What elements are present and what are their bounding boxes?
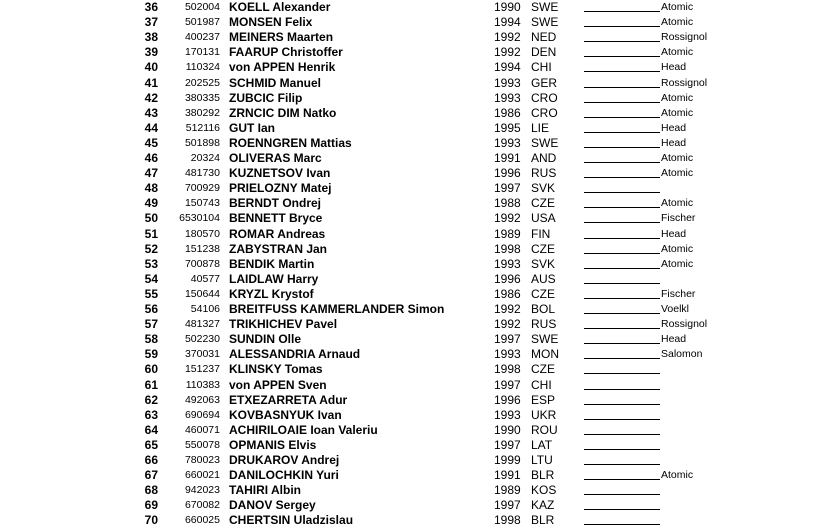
birth-year: 1990 xyxy=(494,422,521,437)
nation-code: RUS xyxy=(531,317,557,332)
birth-year: 1996 xyxy=(494,166,521,181)
nation-code: CHI xyxy=(531,377,552,392)
fis-code: 501987 xyxy=(184,16,220,29)
birth-year: 1994 xyxy=(494,60,521,75)
athlete-name: BENDIK Martin xyxy=(229,256,315,271)
fis-code: 54106 xyxy=(190,303,220,315)
bib-number: 51 xyxy=(144,226,158,241)
athlete-name: MEINERS Maarten xyxy=(229,30,334,45)
birth-year: 1997 xyxy=(494,332,521,347)
bib-number: 50 xyxy=(144,211,158,226)
fis-code: 660025 xyxy=(184,514,220,527)
ski-brand: Atomic xyxy=(661,46,694,59)
fis-code: 400237 xyxy=(184,31,220,44)
result-blank-line xyxy=(584,298,660,299)
birth-year: 1986 xyxy=(494,105,521,120)
athlete-name: ACHIRILOAIE Ioan Valeriu xyxy=(229,422,378,437)
result-blank-line xyxy=(584,328,660,329)
athlete-name: ALESSANDRIA Arnaud xyxy=(229,347,361,362)
fis-code: 202525 xyxy=(184,76,220,89)
fis-code: 942023 xyxy=(184,484,220,497)
result-blank-line xyxy=(584,268,660,269)
nation-code: CZE xyxy=(531,241,555,256)
table-row xyxy=(0,302,836,317)
result-blank-line xyxy=(584,102,660,103)
nation-code: ESP xyxy=(531,392,556,407)
birth-year: 1997 xyxy=(494,437,521,452)
nation-code: CHI xyxy=(531,60,552,75)
bib-number: 38 xyxy=(144,30,158,45)
ski-brand: Voelkl xyxy=(661,303,690,315)
nation-code: SWE xyxy=(531,0,559,14)
birth-year: 1990 xyxy=(494,0,521,14)
birth-year: 1988 xyxy=(494,196,521,211)
fis-code: 460071 xyxy=(184,423,220,436)
result-blank-line xyxy=(584,87,660,88)
birth-year: 1996 xyxy=(494,392,521,407)
ski-brand: Rossignol xyxy=(661,318,708,331)
fis-code: 20324 xyxy=(190,152,220,164)
table-row xyxy=(0,498,836,513)
birth-year: 1991 xyxy=(494,151,521,165)
result-blank-line xyxy=(584,283,660,284)
birth-year: 1999 xyxy=(494,453,521,467)
athlete-name: ETXEZARRETA Adur xyxy=(229,392,348,407)
nation-code: CZE xyxy=(531,362,555,377)
bib-number: 43 xyxy=(144,105,158,120)
result-blank-line xyxy=(584,404,660,405)
nation-code: BOL xyxy=(531,302,556,316)
athlete-name: KLINSKY Tomas xyxy=(229,362,323,377)
bib-number: 39 xyxy=(144,45,158,60)
bib-number: 70 xyxy=(144,513,158,528)
table-row xyxy=(0,227,836,242)
birth-year: 1997 xyxy=(494,181,521,196)
nation-code: NED xyxy=(531,30,557,45)
athlete-name: von APPEN Sven xyxy=(229,377,327,392)
table-row xyxy=(0,91,836,106)
bib-number: 49 xyxy=(144,196,158,211)
bib-number: 65 xyxy=(144,437,158,452)
result-blank-line xyxy=(584,419,660,420)
table-row xyxy=(0,45,836,60)
result-blank-line xyxy=(584,11,660,12)
birth-year: 1993 xyxy=(494,407,521,422)
result-blank-line xyxy=(584,117,660,118)
bib-number: 52 xyxy=(144,241,158,256)
table-row xyxy=(0,347,836,362)
birth-year: 1989 xyxy=(494,483,521,498)
table-row xyxy=(0,76,836,91)
result-blank-line xyxy=(584,373,660,374)
fis-code: 151238 xyxy=(184,242,220,255)
result-blank-line xyxy=(584,253,660,254)
fis-code: 150743 xyxy=(184,197,220,210)
result-blank-line xyxy=(584,449,660,450)
nation-code: CRO xyxy=(531,90,558,105)
table-row xyxy=(0,181,836,196)
bib-number: 57 xyxy=(144,317,158,332)
athlete-name: SUNDIN Olle xyxy=(229,332,302,347)
birth-year: 1992 xyxy=(494,45,521,60)
nation-code: ROU xyxy=(531,422,558,437)
fis-code: 180570 xyxy=(184,227,220,240)
bib-number: 58 xyxy=(144,332,158,347)
bib-number: 63 xyxy=(144,407,158,422)
bib-number: 48 xyxy=(144,181,158,196)
ski-brand: Salomon xyxy=(661,348,703,361)
fis-code: 370031 xyxy=(184,348,220,361)
table-row xyxy=(0,362,836,377)
athlete-name: ROMAR Andreas xyxy=(229,226,326,241)
athlete-name: BENNETT Bryce xyxy=(229,211,323,226)
table-row xyxy=(0,196,836,211)
fis-code: 700878 xyxy=(184,257,220,270)
result-blank-line xyxy=(584,238,660,239)
ski-brand: Atomic xyxy=(661,469,694,482)
nation-code: CZE xyxy=(531,286,555,301)
result-blank-line xyxy=(584,56,660,57)
table-row xyxy=(0,423,836,438)
bib-number: 64 xyxy=(144,422,158,437)
birth-year: 1989 xyxy=(494,226,521,241)
nation-code: SWE xyxy=(531,332,559,347)
nation-code: AND xyxy=(531,151,557,165)
athlete-name: DANOV Sergey xyxy=(229,498,316,513)
table-row xyxy=(0,453,836,468)
fis-code: 550078 xyxy=(184,438,220,451)
nation-code: MON xyxy=(531,347,559,362)
ski-brand: Atomic xyxy=(661,91,694,104)
nation-code: FIN xyxy=(531,226,551,241)
nation-code: LIE xyxy=(531,120,550,135)
birth-year: 1997 xyxy=(494,498,521,513)
nation-code: CRO xyxy=(531,105,558,120)
bib-number: 47 xyxy=(144,166,158,181)
birth-year: 1992 xyxy=(494,30,521,45)
result-blank-line xyxy=(584,162,660,163)
nation-code: CZE xyxy=(531,196,555,211)
nation-code: LAT xyxy=(531,437,553,452)
table-row xyxy=(0,378,836,393)
fis-code: 150644 xyxy=(184,287,220,300)
athlete-name: KUZNETSOV Ivan xyxy=(229,166,331,181)
nation-code: AUS xyxy=(531,271,556,286)
athlete-name: DANILOCHKIN Yuri xyxy=(229,468,339,483)
birth-year: 1998 xyxy=(494,513,521,528)
birth-year: 1998 xyxy=(494,362,521,377)
birth-year: 1998 xyxy=(494,241,521,256)
fis-code: 502230 xyxy=(184,333,220,346)
bib-number: 45 xyxy=(144,135,158,150)
athlete-name: OPMANIS Elvis xyxy=(229,437,317,452)
ski-brand: Atomic xyxy=(661,152,694,164)
fis-code: 380335 xyxy=(184,91,220,104)
result-blank-line xyxy=(584,192,660,193)
bib-number: 53 xyxy=(144,256,158,271)
result-blank-line xyxy=(584,222,660,223)
fis-code: 6530104 xyxy=(179,212,220,225)
fis-code: 380292 xyxy=(184,106,220,119)
ski-brand: Atomic xyxy=(661,106,694,119)
nation-code: SWE xyxy=(531,15,559,30)
fis-code: 660021 xyxy=(184,469,220,482)
result-blank-line xyxy=(584,132,660,133)
athlete-name: TAHIRI Albin xyxy=(229,483,301,498)
athlete-name: DRUKAROV Andrej xyxy=(229,453,340,467)
fis-code: 700929 xyxy=(184,182,220,195)
birth-year: 1993 xyxy=(494,90,521,105)
bib-number: 42 xyxy=(144,90,158,105)
fis-code: 502004 xyxy=(184,1,220,13)
bib-number: 36 xyxy=(144,0,158,14)
nation-code: SVK xyxy=(531,181,556,196)
table-row xyxy=(0,242,836,257)
fis-code: 151237 xyxy=(184,363,220,376)
ski-brand: Atomic xyxy=(661,197,694,210)
table-row xyxy=(0,287,836,302)
athlete-name: KOELL Alexander xyxy=(229,0,331,14)
athlete-name: ZUBCIC Filip xyxy=(229,90,303,105)
result-blank-line xyxy=(584,389,660,390)
bib-number: 56 xyxy=(144,302,158,316)
bib-number: 41 xyxy=(144,75,158,90)
table-row xyxy=(0,483,836,498)
athlete-name: BERNDT Ondrej xyxy=(229,196,322,211)
birth-year: 1997 xyxy=(494,377,521,392)
nation-code: USA xyxy=(531,211,556,226)
ski-brand: Fischer xyxy=(661,212,696,225)
result-blank-line xyxy=(584,509,660,510)
bib-number: 40 xyxy=(144,60,158,75)
nation-code: DEN xyxy=(531,45,557,60)
bib-number: 44 xyxy=(144,120,158,135)
table-row xyxy=(0,211,836,226)
nation-code: UKR xyxy=(531,407,557,422)
result-blank-line xyxy=(584,494,660,495)
bib-number: 60 xyxy=(144,362,158,377)
bib-number: 61 xyxy=(144,377,158,392)
table-row xyxy=(0,272,836,287)
table-row xyxy=(0,166,836,181)
athlete-name: BREITFUSS KAMMERLANDER Simon xyxy=(229,302,445,316)
nation-code: LTU xyxy=(531,453,553,467)
nation-code: GER xyxy=(531,75,558,90)
result-blank-line xyxy=(584,177,660,178)
table-row xyxy=(0,317,836,332)
athlete-name: KOVBASNYUK Ivan xyxy=(229,407,342,422)
fis-code: 492063 xyxy=(184,393,220,406)
birth-year: 1993 xyxy=(494,75,521,90)
ski-brand: Atomic xyxy=(661,242,694,255)
result-blank-line xyxy=(584,71,660,72)
result-blank-line xyxy=(584,434,660,435)
athlete-name: LAIDLAW Harry xyxy=(229,271,319,286)
birth-year: 1993 xyxy=(494,256,521,271)
table-row xyxy=(0,136,836,151)
result-blank-line xyxy=(584,313,660,314)
ski-brand: Atomic xyxy=(661,1,694,13)
table-row xyxy=(0,106,836,121)
result-blank-line xyxy=(584,464,660,465)
table-row xyxy=(0,151,836,166)
birth-year: 1992 xyxy=(494,302,521,316)
result-blank-line xyxy=(584,147,660,148)
athlete-name: FAARUP Christoffer xyxy=(229,45,343,60)
table-row xyxy=(0,332,836,347)
bib-number: 69 xyxy=(144,498,158,513)
fis-code: 501898 xyxy=(184,136,220,149)
bib-number: 68 xyxy=(144,483,158,498)
athlete-name: von APPEN Henrik xyxy=(229,60,336,75)
ski-brand: Atomic xyxy=(661,167,694,180)
athlete-name: CHERTSIN Uladzislau xyxy=(229,513,354,528)
table-row xyxy=(0,468,836,483)
table-row xyxy=(0,15,836,30)
birth-year: 1986 xyxy=(494,286,521,301)
bib-number: 67 xyxy=(144,468,158,483)
nation-code: SVK xyxy=(531,256,556,271)
nation-code: KAZ xyxy=(531,498,555,513)
birth-year: 1995 xyxy=(494,120,521,135)
fis-code: 690694 xyxy=(184,408,220,421)
ski-brand: Head xyxy=(661,121,687,134)
birth-year: 1992 xyxy=(494,211,521,226)
ski-brand: Head xyxy=(661,61,687,74)
table-row xyxy=(0,121,836,136)
bib-number: 62 xyxy=(144,392,158,407)
result-blank-line xyxy=(584,207,660,208)
ski-brand: Head xyxy=(661,227,687,240)
fis-code: 670082 xyxy=(184,499,220,512)
table-row xyxy=(0,0,836,15)
fis-code: 481327 xyxy=(184,318,220,331)
nation-code: RUS xyxy=(531,166,557,181)
birth-year: 1991 xyxy=(494,468,521,483)
result-blank-line xyxy=(584,26,660,27)
table-row xyxy=(0,60,836,75)
birth-year: 1996 xyxy=(494,271,521,286)
ski-brand: Head xyxy=(661,136,687,149)
bib-number: 59 xyxy=(144,347,158,362)
birth-year: 1992 xyxy=(494,317,521,332)
bib-number: 54 xyxy=(144,271,158,286)
athlete-name: GUT Ian xyxy=(229,120,276,135)
result-blank-line xyxy=(584,343,660,344)
athlete-name: SCHMID Manuel xyxy=(229,75,322,90)
ski-brand: Fischer xyxy=(661,287,696,300)
nation-code: BLR xyxy=(531,513,555,528)
fis-code: 110383 xyxy=(185,378,220,391)
fis-code: 512116 xyxy=(185,121,220,134)
fis-code: 481730 xyxy=(184,167,220,180)
nation-code: SWE xyxy=(531,135,559,150)
table-row xyxy=(0,30,836,45)
result-blank-line xyxy=(584,358,660,359)
athlete-name: OLIVERAS Marc xyxy=(229,151,322,165)
fis-code: 40577 xyxy=(190,272,220,285)
athlete-name: ROENNGREN Mattias xyxy=(229,135,352,150)
athlete-name: TRIKHICHEV Pavel xyxy=(229,317,338,332)
bib-number: 66 xyxy=(144,453,158,467)
table-row xyxy=(0,408,836,423)
result-blank-line xyxy=(584,41,660,42)
athlete-name: ZRNCIC DIM Natko xyxy=(229,105,337,120)
result-blank-line xyxy=(584,524,660,525)
table-row xyxy=(0,257,836,272)
nation-code: KOS xyxy=(531,483,557,498)
fis-code: 170131 xyxy=(184,46,220,59)
ski-brand: Atomic xyxy=(661,16,694,29)
table-row xyxy=(0,393,836,408)
nation-code: BLR xyxy=(531,468,555,483)
birth-year: 1994 xyxy=(494,15,521,30)
ski-brand: Atomic xyxy=(661,257,694,270)
table-row xyxy=(0,513,836,528)
athlete-name: MONSEN Felix xyxy=(229,15,313,30)
bib-number: 37 xyxy=(144,15,158,30)
bib-number: 46 xyxy=(144,151,158,165)
ski-brand: Rossignol xyxy=(661,31,708,44)
birth-year: 1993 xyxy=(494,347,521,362)
athlete-name: ZABYSTRAN Jan xyxy=(229,241,328,256)
athlete-name: KRYZL Krystof xyxy=(229,286,314,301)
bib-number: 55 xyxy=(144,286,158,301)
fis-code: 110324 xyxy=(185,61,220,74)
ski-brand: Rossignol xyxy=(661,76,708,89)
result-blank-line xyxy=(584,479,660,480)
athlete-name: PRIELOZNY Matej xyxy=(229,181,332,196)
birth-year: 1993 xyxy=(494,135,521,150)
fis-code: 780023 xyxy=(184,454,220,466)
ski-brand: Head xyxy=(661,333,687,346)
table-row xyxy=(0,438,836,453)
